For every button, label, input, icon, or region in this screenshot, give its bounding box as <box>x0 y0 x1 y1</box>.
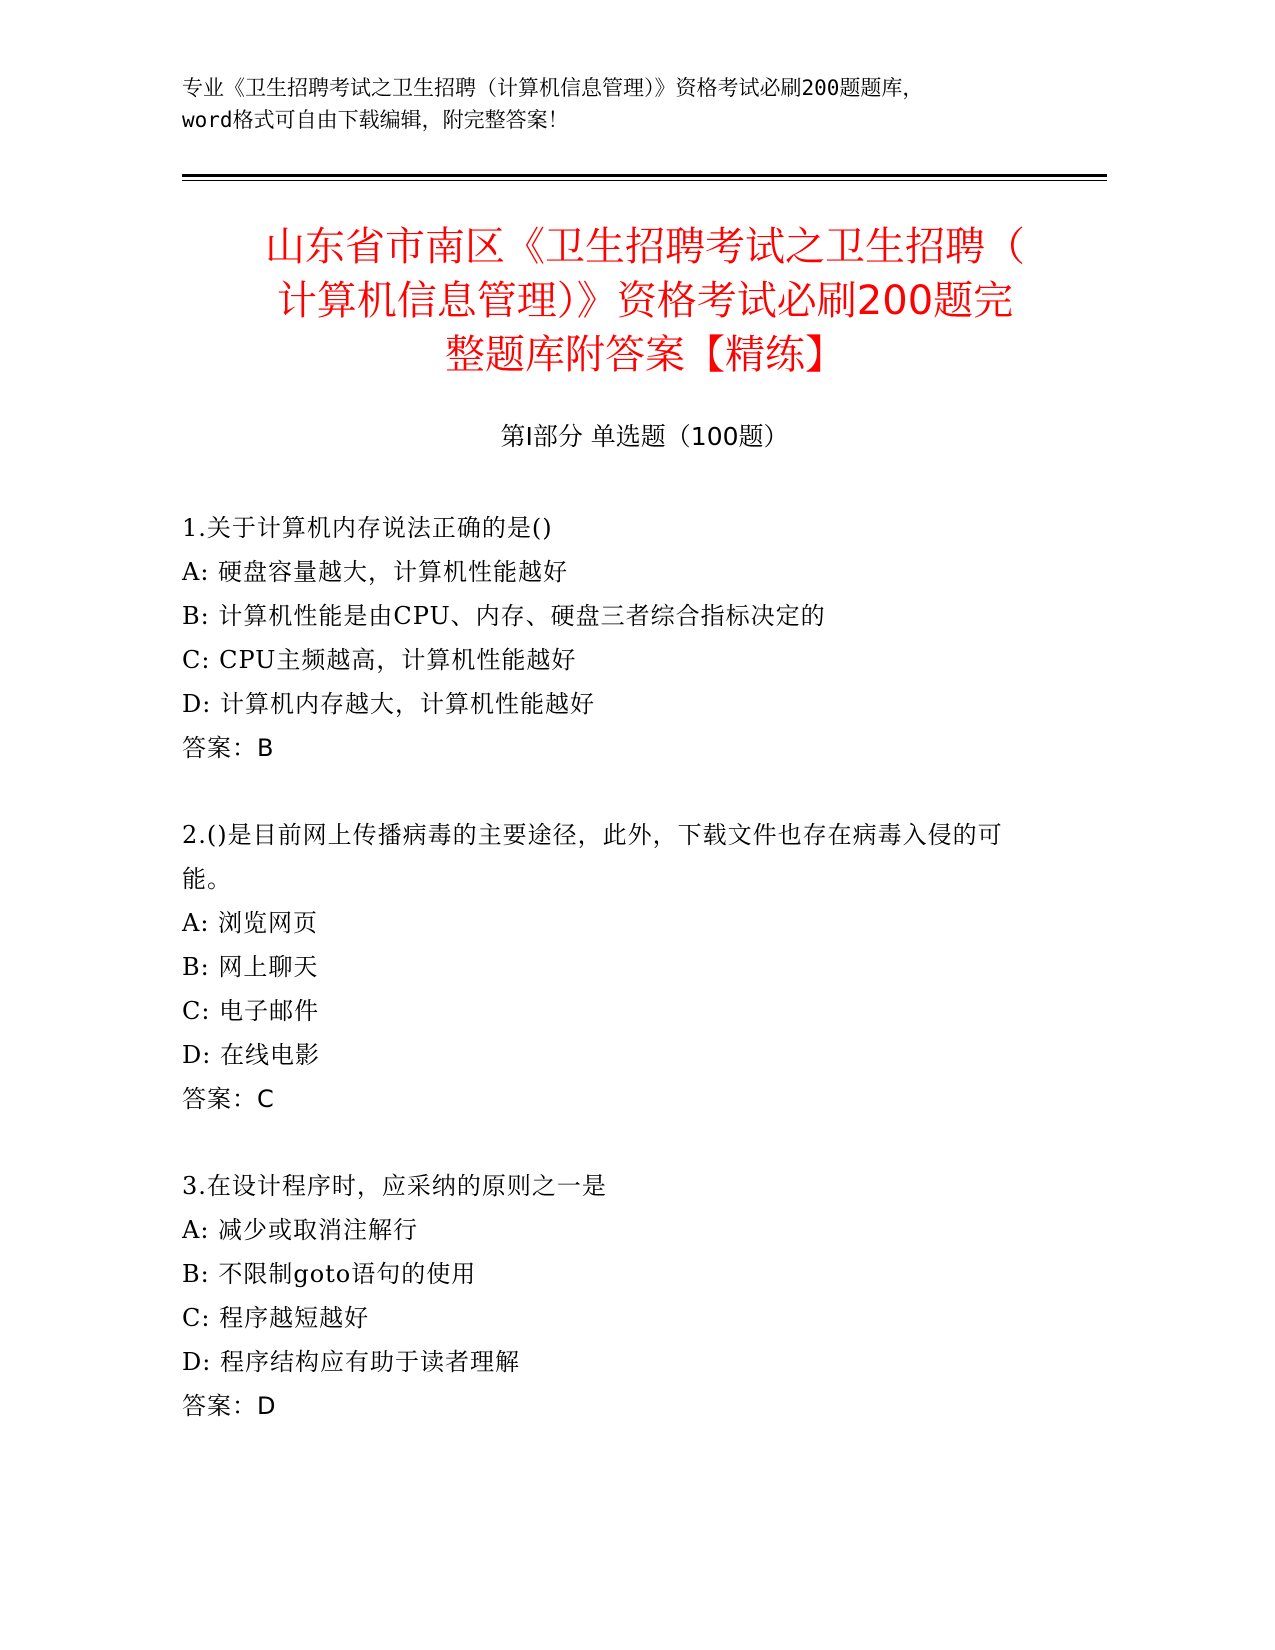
option-b: B: 网上聊天 <box>182 953 319 981</box>
question-stem: 2.()是目前网上传播病毒的主要途径，此外，下载文件也存在病毒入侵的可能。 <box>182 821 1003 893</box>
option-b: B: 不限制goto语句的使用 <box>182 1260 477 1288</box>
question-stem: 3.在设计程序时，应采纳的原则之一是 <box>182 1172 607 1200</box>
question-stem: 1.关于计算机内存说法正确的是() <box>182 514 553 542</box>
option-d: D: 在线电影 <box>182 1041 320 1069</box>
option-a: A: 硬盘容量越大，计算机性能越好 <box>182 558 569 586</box>
option-c: C: CPU主频越高，计算机性能越好 <box>182 646 577 674</box>
answer: 答案：C <box>182 1085 275 1113</box>
header-note-line-2: word格式可自由下载编辑，附完整答案！ <box>182 108 569 132</box>
section-title: 第I部分 单选题（100题） <box>500 422 789 451</box>
document-title-line-1: 山东省市南区《卫生招聘考试之卫生招聘（ <box>265 224 1025 270</box>
document-title <box>170 220 1120 382</box>
header-rule-thick <box>182 174 1107 177</box>
option-d: D: 计算机内存越大，计算机性能越好 <box>182 690 595 718</box>
question-2 <box>182 813 1042 1121</box>
header-rule-thin <box>182 180 1107 181</box>
header-note <box>182 72 1102 136</box>
option-c: C: 程序越短越好 <box>182 1304 370 1332</box>
question-1 <box>182 506 1042 770</box>
option-d: D: 程序结构应有助于读者理解 <box>182 1348 520 1376</box>
answer: 答案：D <box>182 1392 277 1420</box>
header-note-line-1: 专业《卫生招聘考试之卫生招聘（计算机信息管理）》资格考试必刷200题题库， <box>182 76 924 100</box>
document-title-line-3: 整题库附答案【精练】 <box>445 332 845 378</box>
option-b: B: 计算机性能是由CPU、内存、硬盘三者综合指标决定的 <box>182 602 826 630</box>
question-list <box>182 506 1042 1471</box>
document-title-line-2: 计算机信息管理）》资格考试必刷200题完 <box>276 278 1014 324</box>
option-a: A: 浏览网页 <box>182 909 319 937</box>
answer: 答案：B <box>182 734 275 762</box>
option-c: C: 电子邮件 <box>182 997 320 1025</box>
option-a: A: 减少或取消注解行 <box>182 1216 419 1244</box>
question-3 <box>182 1164 1042 1428</box>
